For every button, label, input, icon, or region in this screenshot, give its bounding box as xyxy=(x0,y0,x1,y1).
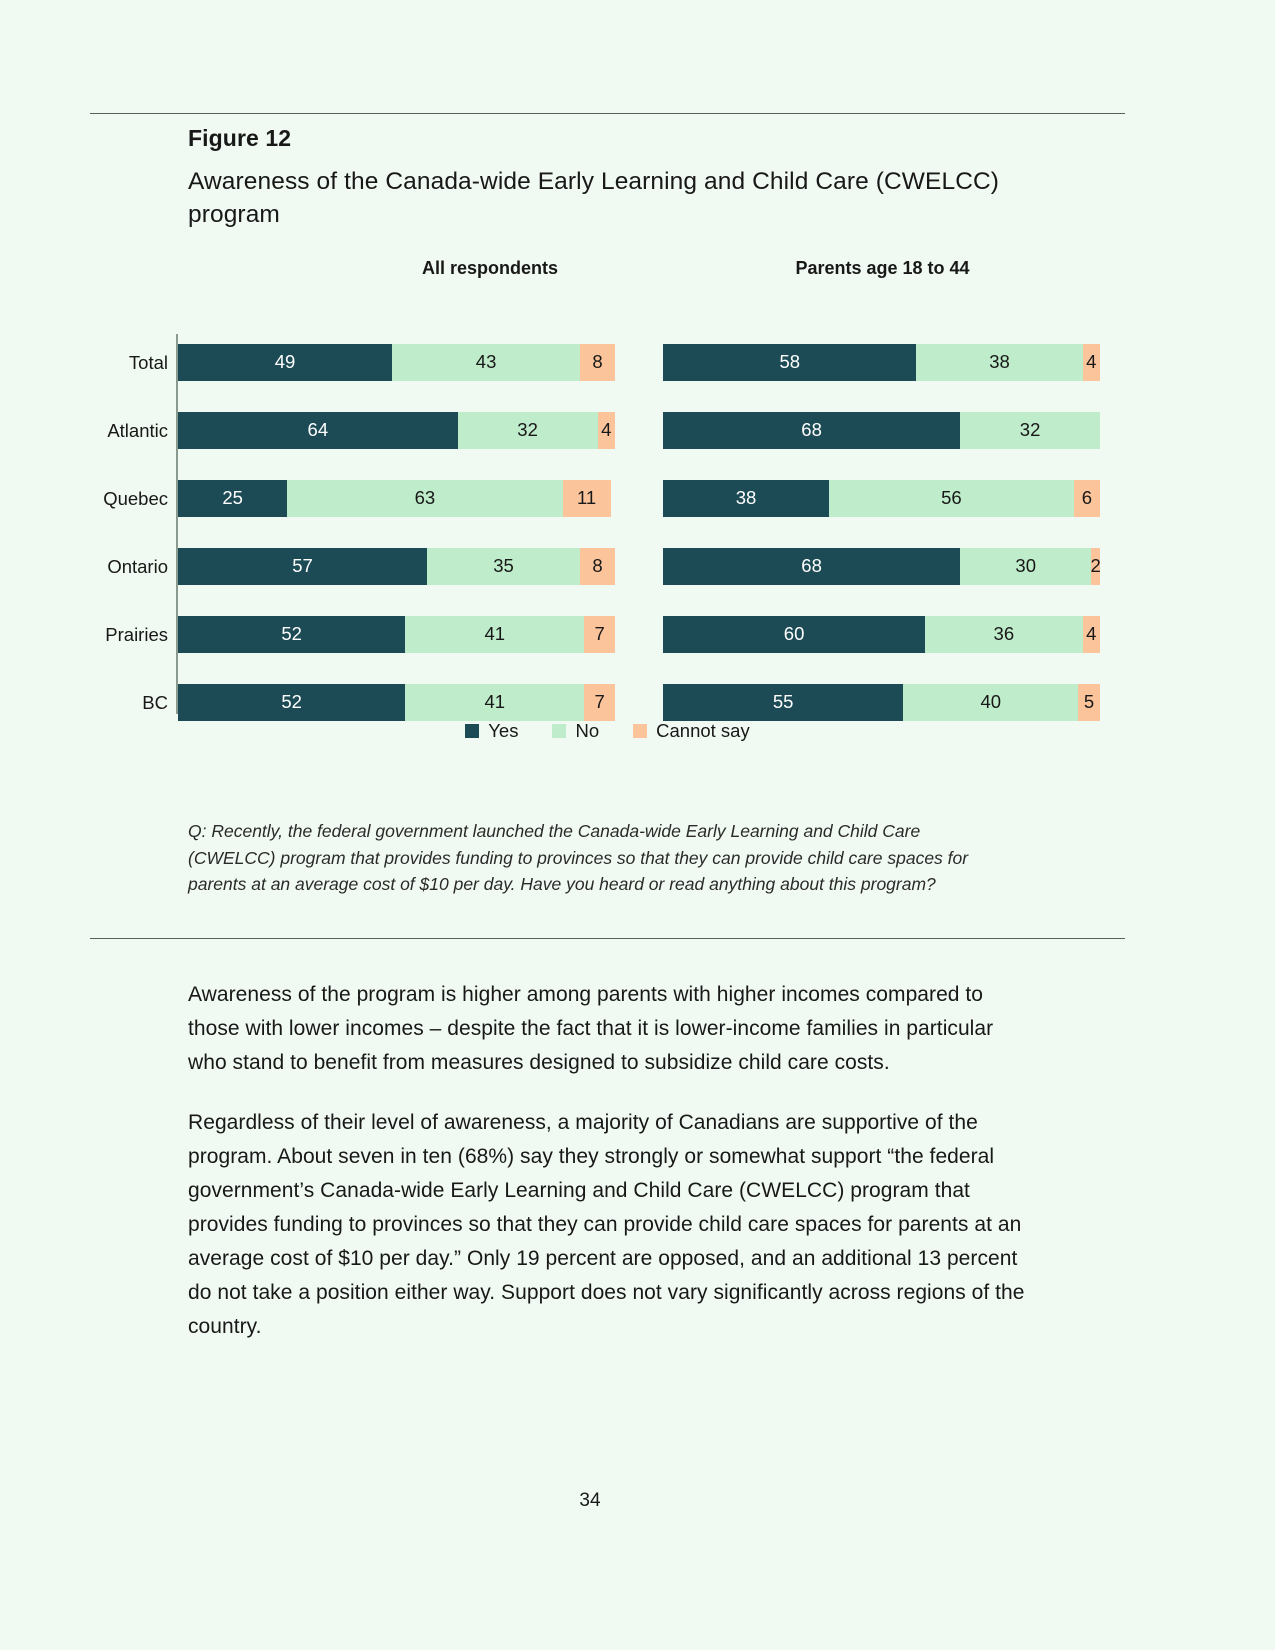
stacked-bar-parents xyxy=(663,480,1100,517)
bar-segment-yes: 52 xyxy=(178,616,405,653)
bar-segment-cs: 6 xyxy=(1074,480,1100,517)
panel-title-all-respondents: All respondents xyxy=(421,258,559,278)
figure-number: Figure 12 xyxy=(188,125,292,151)
body-paragraph-1: Awareness of the program is higher among parents with higher incomes compared to those with lower incomes – despite the fact that it is lower-income families in particular who stand to benefit from measures designed to subsidize child care costs. xyxy=(188,983,994,1075)
chart-row-label: Quebec xyxy=(103,488,168,509)
bar-segment-cs: 4 xyxy=(598,412,615,449)
bar-segment-yes: 57 xyxy=(178,548,427,585)
chart-row xyxy=(90,548,1125,585)
legend-item-no xyxy=(552,720,599,742)
bar-segment-yes: 68 xyxy=(663,548,960,585)
stacked-bar-all-respondents xyxy=(178,684,615,721)
chart-row xyxy=(90,412,1125,449)
bar-segment-no: 30 xyxy=(960,548,1091,585)
body-paragraph-2: Regardless of their level of awareness, a majority of Canadians are supportive of the program. About seven in ten (68%) say they strongly or somewhat support “the federal government’s Canada-wide Early Learning and Child Care (CWELCC) program that provides funding to provinces so that they can provide child care spaces for parents at an average cost of $10 per day.” Only 19 percent are opposed, and an additional 13 percent do not take a position either way. Support does not vary significantly across regions of the country. xyxy=(188,1111,1025,1339)
chart-row-label: Ontario xyxy=(107,556,168,577)
legend-item-yes xyxy=(465,720,518,742)
bar-segment-cs: 4 xyxy=(1083,616,1100,653)
chart-row-label: Atlantic xyxy=(107,420,168,441)
bar-segment-no: 32 xyxy=(960,412,1100,449)
bar-segment-cs: 8 xyxy=(580,344,615,381)
page-number: 34 xyxy=(579,1490,601,1511)
stacked-bar-parents xyxy=(663,548,1100,585)
legend-label-yes: Yes xyxy=(488,720,519,741)
stacked-bar-all-respondents xyxy=(178,412,615,449)
bar-segment-cs: 5 xyxy=(1078,684,1100,721)
stacked-bar-all-respondents xyxy=(178,344,615,381)
bar-segment-yes: 49 xyxy=(178,344,392,381)
bar-segment-no: 32 xyxy=(458,412,598,449)
bar-segment-no: 63 xyxy=(287,480,562,517)
bar-segment-cs: 7 xyxy=(584,616,615,653)
panel-title-parents: Parents age 18 to 44 xyxy=(795,258,970,278)
bar-segment-cs: 2 xyxy=(1091,548,1100,585)
chart-row xyxy=(90,616,1125,653)
legend-label-cannot-say: Cannot say xyxy=(656,720,750,741)
legend-label-no: No xyxy=(575,720,600,741)
chart-row-label: Total xyxy=(128,352,168,373)
chart-legend xyxy=(90,720,1125,742)
plot-area xyxy=(90,300,1125,720)
bar-segment-yes: 55 xyxy=(663,684,903,721)
chart-row-label: BC xyxy=(142,692,168,713)
stacked-bar-all-respondents xyxy=(178,616,615,653)
legend-item-cannot-say xyxy=(633,720,750,742)
bar-segment-yes: 58 xyxy=(663,344,916,381)
bar-segment-yes: 52 xyxy=(178,684,405,721)
chart-row xyxy=(90,684,1125,721)
stacked-bar-parents xyxy=(663,412,1100,449)
bar-segment-no: 43 xyxy=(392,344,580,381)
bar-segment-no: 56 xyxy=(829,480,1074,517)
stacked-bar-parents xyxy=(663,684,1100,721)
bar-segment-cs: 7 xyxy=(584,684,615,721)
figure-top-rule xyxy=(90,113,1125,114)
bar-segment-cs: 8 xyxy=(580,548,615,585)
figure-question-footnote: Q: Recently, the federal government launched the Canada-wide Early Learning and Child Care (CWELCC) program that provides funding to provinces so that they can provide child care spaces for parents at an average cost of $10 per day. Have you heard or read anything about this program? xyxy=(188,821,969,895)
bar-segment-no: 41 xyxy=(405,684,584,721)
bar-segment-yes: 68 xyxy=(663,412,960,449)
stacked-bar-all-respondents xyxy=(178,480,615,517)
chart-row-label: Prairies xyxy=(105,624,168,645)
bar-segment-no: 38 xyxy=(916,344,1082,381)
stacked-bar-parents xyxy=(663,616,1100,653)
legend-swatch-yes-icon xyxy=(465,724,479,738)
stacked-bar-all-respondents xyxy=(178,548,615,585)
bar-segment-no: 36 xyxy=(925,616,1082,653)
figure-header xyxy=(188,126,1048,231)
panel-titles xyxy=(90,258,1125,292)
stacked-bar-parents xyxy=(663,344,1100,381)
bar-segment-cs: 11 xyxy=(563,480,611,517)
bar-segment-yes: 64 xyxy=(178,412,458,449)
bar-segment-yes: 25 xyxy=(178,480,287,517)
body-copy xyxy=(188,978,1026,1344)
y-axis-line xyxy=(176,334,178,714)
figure-title: Awareness of the Canada-wide Early Learning and Child Care (CWELCC) program xyxy=(188,168,1000,228)
chart-row xyxy=(90,344,1125,381)
legend-swatch-no-icon xyxy=(552,724,566,738)
legend-swatch-cannot-say-icon xyxy=(633,724,647,738)
bar-segment-cs: 4 xyxy=(1083,344,1100,381)
bar-segment-no: 41 xyxy=(405,616,584,653)
bar-segment-yes: 38 xyxy=(663,480,829,517)
chart-row xyxy=(90,480,1125,517)
bar-segment-no: 35 xyxy=(427,548,580,585)
chart xyxy=(90,258,1125,778)
figure-bottom-rule xyxy=(90,938,1125,939)
bar-segment-yes: 60 xyxy=(663,616,925,653)
bar-segment-no: 40 xyxy=(903,684,1078,721)
